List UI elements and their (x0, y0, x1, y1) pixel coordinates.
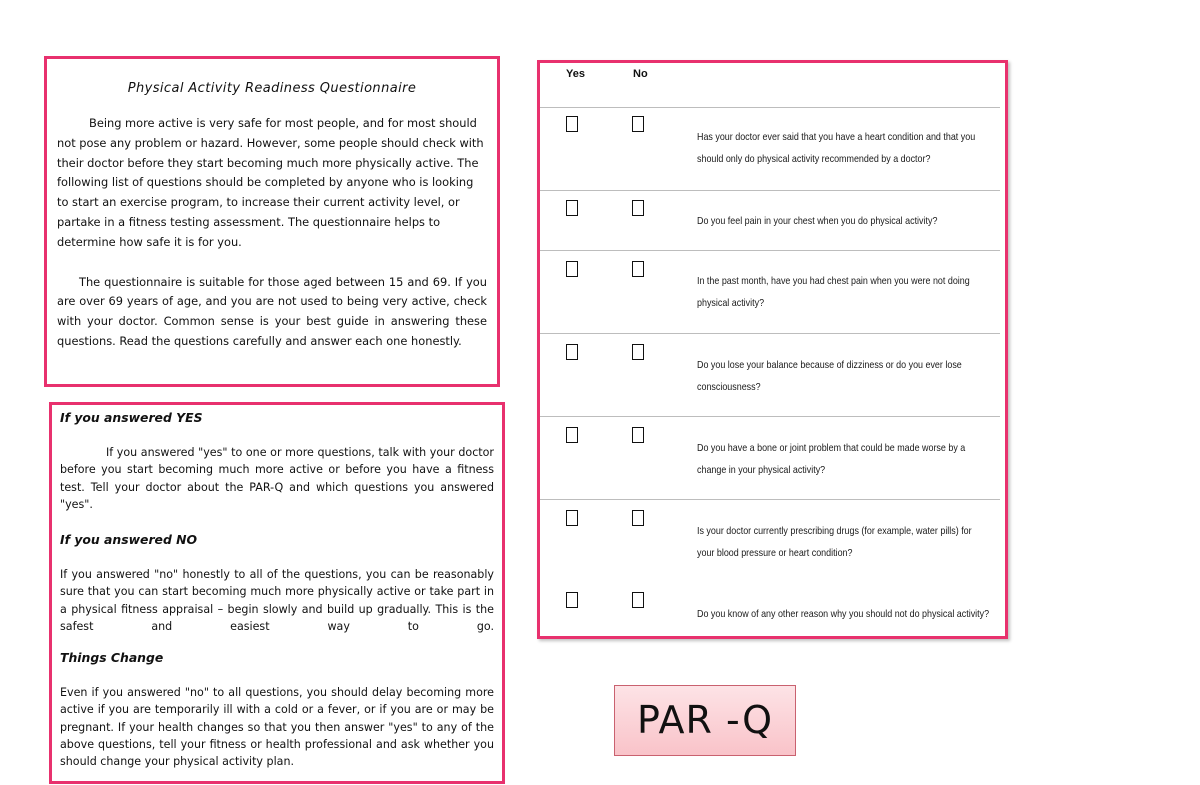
question-text (697, 438, 966, 482)
no-checkbox[interactable] (632, 592, 644, 608)
answers-panel (49, 402, 505, 784)
column-header-yes: Yes (566, 68, 585, 80)
questionnaire-title: Physical Activity Readiness Questionnaire (127, 81, 417, 96)
no-checkbox[interactable] (632, 116, 644, 132)
questionnaire-panel (537, 60, 1008, 639)
yes-checkbox[interactable] (566, 200, 578, 216)
question-line: Do you lose your balance because of dizziness or do you ever lose (697, 360, 962, 371)
yes-checkbox[interactable] (566, 344, 578, 360)
intro-paragraph-1: Being more active is very safe for most people, and for most should not pose any problem or hazard. However, some people should check with their doctor before they start becoming much more physically active. The following list of questions should be completed by anyone who is looking to start an exercise program, to increase their current activity level, or partake in a fitness testing assessment. The questionnaire helps to determine how safe it is for you. (57, 116, 484, 249)
yes-checkbox[interactable] (566, 116, 578, 132)
row-divider (540, 499, 1000, 500)
no-checkbox[interactable] (632, 261, 644, 277)
question-line: should only do physical activity recommended by a doctor? (697, 154, 931, 165)
no-checkbox[interactable] (632, 200, 644, 216)
yes-checkbox[interactable] (566, 510, 578, 526)
question-text (697, 271, 970, 315)
change-heading: Things Change (60, 650, 164, 666)
no-checkbox[interactable] (632, 427, 644, 443)
question-text (697, 604, 990, 626)
question-line: Do you know of any other reason why you should not do physical activity? (697, 609, 990, 620)
row-divider (540, 190, 1000, 191)
question-line: consciousness? (697, 382, 761, 393)
row-divider (540, 250, 1000, 251)
question-line: Is your doctor currently prescribing drugs (for example, water pills) for (697, 526, 972, 537)
yes-text: If you answered "yes" to one or more questions, talk with your doctor before you start becoming much more active or before you have a fitness test. Tell your doctor about the PAR-Q and which questions you answered "yes". (60, 446, 494, 511)
parq-label: PAR -Q (614, 685, 796, 756)
no-checkbox[interactable] (632, 510, 644, 526)
change-text: Even if you answered "no" to all questions, you should delay becoming more active if you are temporarily ill with a cold or a fever, or if you are or may be pregnant. If your health changes so that you then answer "yes" to any of the above questions, tell your fitness or health professional and ask whether you should change your physical activity plan. (60, 686, 494, 769)
yes-checkbox[interactable] (566, 592, 578, 608)
row-divider (540, 107, 1000, 108)
no-heading: If you answered NO (60, 532, 198, 548)
question-text (697, 355, 962, 399)
question-text (697, 211, 955, 233)
question-line: your blood pressure or heart condition? (697, 548, 853, 559)
yes-heading: If you answered YES (60, 410, 203, 425)
no-checkbox[interactable] (632, 344, 644, 360)
yes-checkbox[interactable] (566, 261, 578, 277)
question-line: physical activity? (697, 298, 765, 309)
question-line: Do you feel pain in your chest when you do physical activity? (697, 216, 938, 227)
question-line: Do you have a bone or joint problem that could be made worse by a (697, 443, 966, 454)
question-text (697, 127, 976, 171)
question-line: In the past month, have you had chest pain when you were not doing (697, 276, 970, 287)
intro-panel (44, 56, 500, 387)
intro-paragraph-2: The questionnaire is suitable for those aged between 15 and 69. If you are over 69 years of age, and you are not used to being very active, check with your doctor. Common sense is your best guide in answering these questions. Read the questions carefully and answer each one honestly. (57, 274, 487, 348)
row-divider (540, 416, 1000, 417)
question-line: change in your physical activity? (697, 465, 826, 476)
question-text (697, 521, 972, 565)
no-text: If you answered "no" honestly to all of the questions, you can be reasonably sure that you can start becoming much more physically active or take part in a physical fitness appraisal – begin slowly and build up gradually. This is the safest and easiest way to go. (60, 568, 494, 633)
question-line: Has your doctor ever said that you have a heart condition and that you (697, 132, 976, 143)
yes-checkbox[interactable] (566, 427, 578, 443)
column-header-no: No (633, 68, 648, 80)
row-divider (540, 333, 1000, 334)
